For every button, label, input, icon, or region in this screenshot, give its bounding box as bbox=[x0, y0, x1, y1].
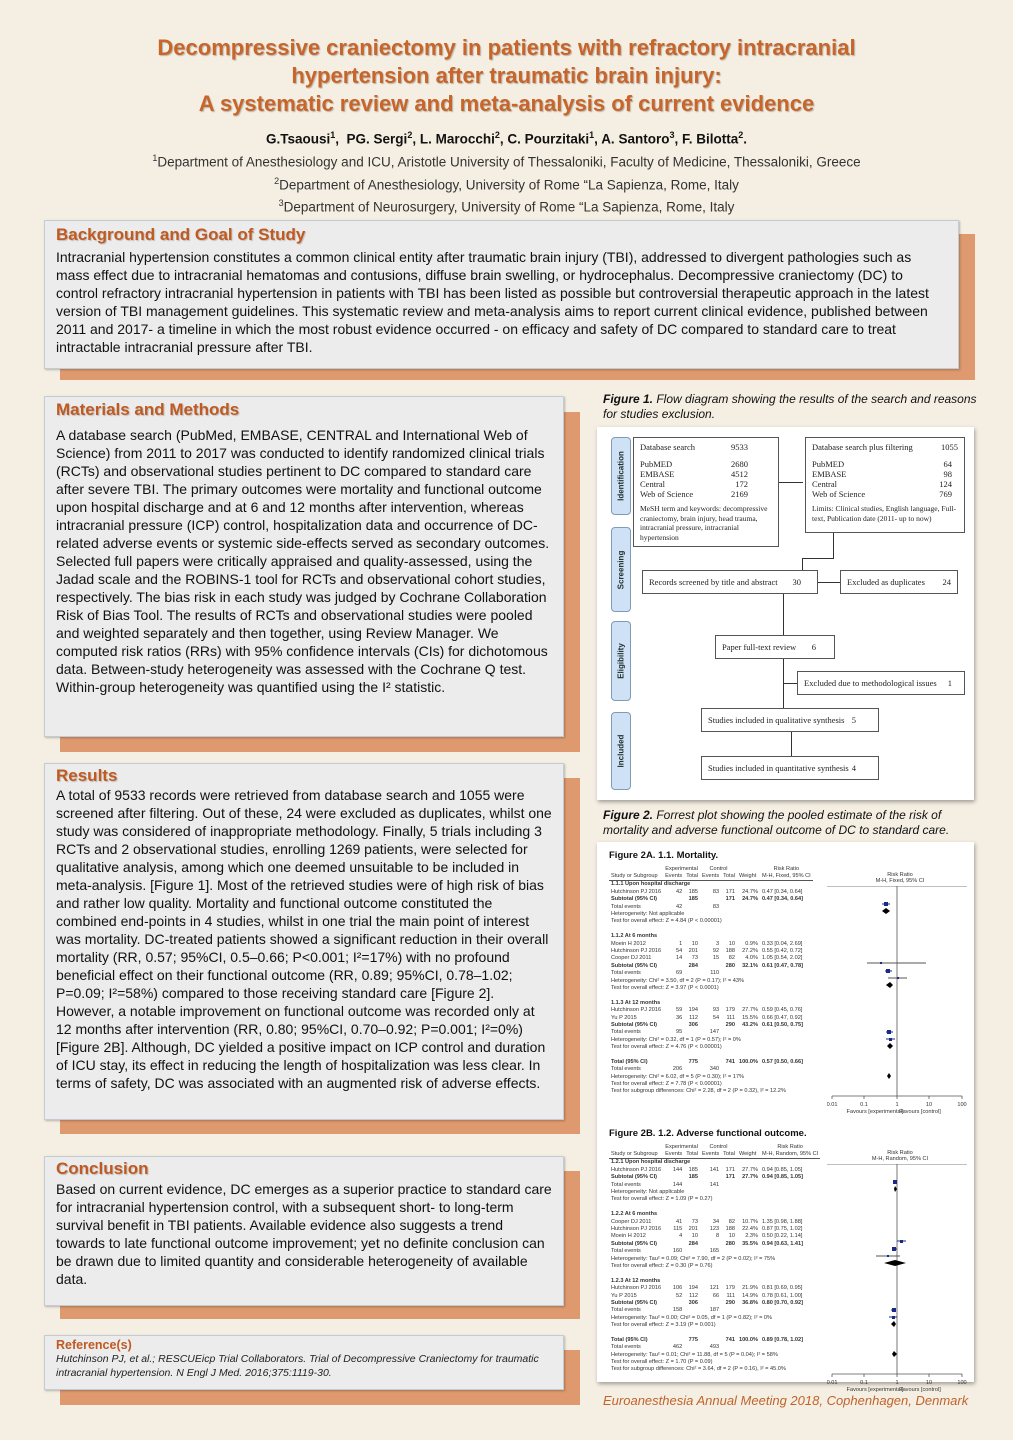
results-section bbox=[44, 763, 564, 1120]
section-body: A total of 9533 records were retrieved from database search and 1055 were screened after filtering. Out of these, 24 were excluded as duplicates, whilst one study was considered of inappropriate methodology. Finally, 5 trials including 3 RCTs and 2 observational studies, enrolling 1269 patients, were selected for qualitative analysis, among which one deemed unsuitable to be included in meta-analysis. [Figure 1]. Most of the retrieved studies were of high risk of bias and rather low quality. Mortality and functional outcome constituted the combined end-points in 4 studies, whilst in one trial the main point of interest was mortality. DC-treated patients showed a significant reduction in their overall mortality (RR, 0.57; 95%CI, 0.5–0.66; P<0.001; I²=17%) with no profound beneficial effect on their functional outcome (RR, 0.89; 95%CI, 0.78–1.02; P=0.09; I²=58%) compared to those receiving standard care [Figure 2]. However, a notable improvement on functional outcome was recorded only at 12 months after intervention (RR, 0.80; 95%CI, 0.70–0.92; P=0.001; I²=0%) [Figure 2B]. Although, DC yielded a positive impact on ICP control and duration of ICU stay, its effect in reducing the length of hospitalization was less clear. In terms of safety, DC was associated with an augmented risk of adverse effects. bbox=[56, 787, 552, 1091]
author: L. Marocchi bbox=[419, 131, 495, 147]
flow-diagram bbox=[597, 427, 974, 800]
author: PG. Sergi bbox=[346, 131, 408, 147]
affiliation: $^2$Department of Anesthesiology, University of Rome “La Sapienza, Rome, Italy bbox=[274, 175, 739, 192]
section-body: Based on current evidence, DC emerges as a superior practice to standard care for intracranial hypertension control, with a subsequent short- to long-term survival benefit in TBI patients. Available evidence also suggests a trend towards to late functional outcome improvement; yet no definite conclusion can be drawn due to limited quantity and considerable heterogeneity of available data. bbox=[56, 1181, 552, 1287]
stage-included: Included bbox=[611, 712, 631, 790]
svg-text:0.1: 0.1 bbox=[860, 1102, 868, 1108]
conference-footer: Euroanesthesia Annual Meeting 2018, Cophenhagen, Denmark bbox=[603, 1393, 969, 1408]
table-row: Cooper DJ 2011 14 73 15 82 4.0% 1.05 [0.54, 2.02] bbox=[611, 955, 803, 962]
affiliation: $^1$Department of Anesthesiology and ICU, Aristotle University of Thessaloniki, Faculty of Medicine, Thessaloniki, Greece bbox=[152, 153, 861, 170]
forest-table: Experimental Control Risk Ratio Study or Subgroup Events Total Events Total Weight M-H, Random, 95% CI 1.2.1 Upon hospital discharge Hutchinson PJ 2016 144 185 141 171 27.7% 0.94 [0.85, 1.05] Subtotal (95% CI) 185 171 27.7% 0.94 [0.85, 1.05] Total events 144 141 Heterogeneity: Not applicable Test for overall effect: Z = 1.09 (P = 0.27) 1.2.2 At 6 months Cooper DJ 2011 41 73 34 82 10.7% 1.35 [0.98, 1.88] Hutchinson PJ 2016 115 201 123 188 22.4% 0.87 [0.75, 1.02] Moein H 2012 4 10 8 10 2.3% 0.50 [0.22, 1.14] Subtotal (95% CI) 284 280 35.5% 0.94 [0.63, 1.41] Total events 160 165 Heterogeneity: Tau² = 0.09; Chi² = 7.90, df = 2 (P = 0.02); I² = 75% Test for overall effect: Z = 0.30 (P = 0.76) 1.2.3 At 12 months Hutchinson PJ 2016 106 194 121 179 21.9% 0.81 [0.69, 0.95] Yu P 2015 52 112 66 111 14.9% 0.78 [0.61, 1.00] Subtotal (95% CI) 306 290 36.8% 0.80 [0.70, 0.92] Total events 158 187 Heterogeneity: Tau² = 0.00; Chi² = 0.05, df = 1 (P = 0.82); I² = 0% Test for overall effect: Z = 3.19 (P = 0.001) Total (95% CI) 775 741 100.0% 0.89 [0.78, 1.02] Total events 462 493 Heterogeneity: Tau² = 0.01; Chi² = 11.88, df = 5 (P = 0.04); I² = 58% Test for overall effect: Z = 1.70 (P = 0.09) Test for subgroup differences: Chi² = 3.64, df = 2 (P = 0.16), I² = 45.0% bbox=[611, 1143, 819, 1373]
stage-identification: Identification bbox=[611, 437, 631, 515]
section-body: Intracranial hypertension constitutes a common clinical entity after traumatic brain injury (TBI), addressed to divergent pathologies such as mass effect due to intracranial hematomas and contusions, diffuse brain swelling, or hydrocephalus. Decompressive craniectomy (DC) to control refractory intracranial hypertension in patients with TBI has been listed as possible but controversial therapeutic approach in the latest version of TBI management guidelines. This systematic review and meta-analysis aims to report current clinical evidence, published between 2011 and 2017- a timeline in which the most robust evidence occurred - on efficacy and safety of DC compared to standard care to treat intractable intracranial pressure after TBI. bbox=[56, 249, 929, 355]
svg-text:1: 1 bbox=[895, 1380, 899, 1386]
svg-text:100: 100 bbox=[957, 1102, 967, 1108]
references-section bbox=[44, 1335, 564, 1390]
svg-text:Favours [experimental]: Favours [experimental] bbox=[846, 1109, 904, 1115]
svg-text:0.01: 0.01 bbox=[827, 1102, 838, 1108]
svg-text:0.1: 0.1 bbox=[860, 1380, 868, 1386]
author: G.Tsaousi bbox=[265, 131, 331, 147]
section-heading: Materials and Methods bbox=[56, 400, 240, 419]
forest-plot-functional-outcome: Figure 2B. 1.2. Adverse functional outcome. Experimental Control Risk Ratio Study or Subgroup Events Total Events Total Weight M-H, Random, 95% CI 1.2.1 Upon hospital discharge Hutchinson PJ 2016 144 185 141 171 27.7% 0.94 [0.85, 1.05] Subtotal (95% CI) 185 171 27.7% 0.94 [0.85, 1.05] Total events 144 141 Heterogeneity: Not applicable Test for overall effect: Z = 1.09 (P = 0.27) 1.2.2 At 6 months Cooper DJ 2011 41 73 34 82 10.7% 1.35 [0.98, 1.88] Hutchinson PJ 2016 115 201 123 188 22.4% 0.87 [0.75, 1.02] Moein H 2012 4 10 8 10 2.3% 0.50 [0.22, 1.14] Subtotal (95% CI) 284 280 35.5% 0.94 [0.63, 1.41] Total events 160 165 Heterogeneity: Tau² = 0.09; Chi² = 7.90, df = 2 (P = 0.02); I² = 75% Test for overall effect: Z = 0.30 (P = 0.76) 1.2.3 At 12 months Hutchinson PJ 2016 106 194 121 179 21.9% 0.81 [0.69, 0.95] Yu P 2015 52 112 66 111 14.9% 0.78 [0.61, 1.00] Subtotal (95% CI) 306 290 36.8% 0.80 [0.70, 0.92] Total events 158 187 Heterogeneity: Tau² = 0.00; Chi² = 0.05, df = 1 (P = 0.82); I² = 0% Test for overall effect: Z = 3.19 (P = 0.001) Total (95% CI) 775 741 100.0% 0.89 [0.78, 1.02] Total events 462 493 Heterogeneity: Tau² = 0.01; Chi² = 11.88, df = 5 (P = 0.04); I² = 58% Test for overall effect: Z = 1.70 (P = 0.09) Test for subgroup differences: Chi² = 3.64, df = 2 (P = 0.16), I² = 45.0% Risk Ratio M-H, Random, 95% CI 0.01 0.1 1 10 100 Favours [experimental] Favours [control] bbox=[609, 1128, 969, 1373]
svg-text:Favours [experimental]: Favours [experimental] bbox=[846, 1387, 904, 1393]
section-heading: Reference(s) bbox=[56, 1338, 132, 1352]
filtered-search-box: Database search plus filtering 1055 PubMED 64 EMBASE 98 Central 124 Web of Science 769 Limits: Clinical studies, English language, Full-text, Publication date (2011- up to now) bbox=[805, 437, 965, 533]
affiliations bbox=[0, 149, 1013, 217]
forest-plot-mortality: Figure 2A. 1.1. Mortality. Experimental Control Risk Ratio Study or Subgroup Events Total Events Total Weight M-H, Fixed, 95% CI 1.1.1 Upon hospital discharge Hutchinson PJ 2016 42 185 83 171 24.7% 0.47 [0.34, 0.64] Subtotal (95% CI) 185 171 24.7% 0.47 [0.34, 0.64] Total events 42 83 Heterogeneity: Not applicable Test for overall effect: Z = 4.84 (P < 0.00001) 1.1.2 At 6 months Moein H 2012 1 10 3 10 0.9% 0.33 [0.04, 2.69] Hutchinson PJ 2016 54 201 92 188 27.2% 0.55 [0.42, 0.72] Cooper DJ 2011 14 73 15 82 4.0% 1.05 [0.54, 2.02] Subtotal (95% CI) 284 280 32.1% 0.61 [0.47, 0.78] Total events 69 110 Heterogeneity: Chi² = 3.50, df = 2 (P = 0.17); I² = 43% Test for overall effect: Z = 3.97 (P < 0.0001) 1.1.3 At 12 months Hutchinson PJ 2016 59 194 93 179 27.7% 0.59 [0.45, 0.76] Yu P 2015 36 112 54 111 15.5% 0.66 [0.47, 0.92] Subtotal (95% CI) 306 290 43.2% 0.61 [0.50, 0.75] Total events 95 147 Heterogeneity: Chi² = 0.32, df = 1 (P = 0.57); I² = 0% Test for overall effect: Z = 4.76 (P < 0.00001) Total (95% CI) 775 741 100.0% 0.57 [0.50, 0.66] Total events 206 340 Heterogeneity: Chi² = 6.02, df = 5 (P = 0.30); I² = 17% Test for overall effect: Z = 7.78 (P < 0.00001) Test for subgroup differences: Chi² = 2.28, df = 2 (P = 0.32), I² = 12.2% Risk Ratio M-H, Fixed, 95% CI 0.01 0.1 1 10 100 Favours [experimental] Favours [control] bbox=[609, 850, 969, 1095]
stage-screening: Screening bbox=[611, 527, 631, 612]
table-row: Hutchinson PJ 2016 144 185 141 171 27.7% 0.94 [0.85, 1.05] bbox=[611, 1166, 803, 1173]
table-row: Yu P 2015 52 112 66 111 14.9% 0.78 [0.61, 1.00] bbox=[611, 1292, 803, 1299]
qualitative-box: Studies included in qualitative synthesis 5 bbox=[701, 708, 879, 732]
svg-text:1: 1 bbox=[895, 1102, 899, 1108]
section-heading: Conclusion bbox=[56, 1159, 149, 1178]
author-list: G.Tsaousi$^1$, PG. Sergi$^2$, L. Marocchi$^2$, C. Pourzitaki$^1$, A. Santoro$^3$, F. Bilotta$^2$. bbox=[265, 130, 748, 147]
table-row: Cooper DJ 2011 41 73 34 82 10.7% 1.35 [0.98, 1.88] bbox=[611, 1218, 803, 1225]
svg-text:Favours [control]: Favours [control] bbox=[899, 1387, 941, 1393]
svg-text:Favours [control]: Favours [control] bbox=[899, 1109, 941, 1115]
title-line-1: Decompressive craniectomy in patients with refractory intracranial bbox=[157, 35, 856, 60]
table-row: Yu P 2015 36 112 54 111 15.5% 0.66 [0.47, 0.92] bbox=[611, 1014, 803, 1021]
table-row: Hutchinson PJ 2016 42 185 83 171 24.7% 0.47 [0.34, 0.64] bbox=[611, 888, 803, 895]
table-row: Hutchinson PJ 2016 106 194 121 179 21.9% 0.81 [0.69, 0.95] bbox=[611, 1285, 803, 1292]
forest-plot-graph bbox=[827, 1164, 967, 1394]
excluded-methodology-box: Excluded due to methodological issues 1 bbox=[797, 671, 965, 695]
title-line-2: hypertension after traumatic brain injury: bbox=[291, 63, 722, 88]
author: F. Bilotta bbox=[681, 131, 739, 147]
duplicates-box: Excluded as duplicates 24 bbox=[840, 570, 958, 594]
affiliation: $^3$Department of Neurosurgery, University of Rome “La Sapienza, Rome, Italy bbox=[278, 198, 735, 215]
title-line-3: A systematic review and meta-analysis of current evidence bbox=[198, 91, 815, 116]
database-search-box: Database search 9533 PubMED 2680 EMBASE 4512 Central 172 Web of Science 2169 MeSH term and keywords: decompressive craniectomy, brain injury, head trauma, intracranial pressure, intracranial hypertension bbox=[633, 437, 779, 547]
section-heading: Background and Goal of Study bbox=[56, 225, 306, 244]
section-body: A database search (PubMed, EMBASE, CENTRAL and International Web of Science) from 2011 to 2017 was conducted to identify randomized clinical trials (RCTs) and observational studies pertinent to DC compared to standard care after severe TBI. The primary outcomes were mortality and functional outcome upon hospital discharge and at 6 and 12 months after intervention, whereas intracranial pressure (ICP) control, hospitalization data and occurrence of DC-related adverse events or systemic side-effects served as secondary outcomes. Selected full papers were critically appraised and quality-assessed, using the Jadad scale and the ROBINS-1 tool for RCTs and observational cohort studies, respectively. The bias risk in each study was judged by Cochrane Collaboration Risk of Bias Tool. The results of RCTs and observational studies were pooled and weighted separately and then together, using Review Manager. We computed risk ratios (RRs) with 95% confidence intervals (CIs) for dichotomous data. Between-study heterogeneity was assessed with the Cochrane Q test. Within-group heterogeneity was quantified using the I² statistic. bbox=[56, 427, 550, 695]
table-row: Hutchinson PJ 2016 54 201 92 188 27.2% 0.55 [0.42, 0.72] bbox=[611, 947, 803, 954]
table-row: Moein H 2012 4 10 8 10 2.3% 0.50 [0.22, 1.14] bbox=[611, 1233, 803, 1240]
chart-title: Figure 2B. 1.2. Adverse functional outcome. bbox=[609, 1128, 807, 1139]
background-section bbox=[44, 220, 959, 369]
forest-plot-panel bbox=[597, 842, 974, 1393]
svg-text:100: 100 bbox=[957, 1380, 967, 1386]
forest-plot-graph bbox=[827, 886, 967, 1116]
stage-eligibility: Eligibility bbox=[611, 621, 631, 701]
table-row: Hutchinson PJ 2016 115 201 123 188 22.4% 0.87 [0.75, 1.02] bbox=[611, 1225, 803, 1232]
svg-text:10: 10 bbox=[925, 1380, 933, 1386]
section-heading: Results bbox=[56, 766, 118, 785]
conclusion-section bbox=[44, 1156, 564, 1306]
forest-table: Experimental Control Risk Ratio Study or Subgroup Events Total Events Total Weight M-H, Fixed, 95% CI 1.1.1 Upon hospital discharge Hutchinson PJ 2016 42 185 83 171 24.7% 0.47 [0.34, 0.64] Subtotal (95% CI) 185 171 24.7% 0.47 [0.34, 0.64] Total events 42 83 Heterogeneity: Not applicable Test for overall effect: Z = 4.84 (P < 0.00001) 1.1.2 At 6 months Moein H 2012 1 10 3 10 0.9% 0.33 [0.04, 2.69] Hutchinson PJ 2016 54 201 92 188 27.2% 0.55 [0.42, 0.72] Cooper DJ 2011 14 73 15 82 4.0% 1.05 [0.54, 2.02] Subtotal (95% CI) 284 280 32.1% 0.61 [0.47, 0.78] Total events 69 110 Heterogeneity: Chi² = 3.50, df = 2 (P = 0.17); I² = 43% Test for overall effect: Z = 3.97 (P < 0.0001) 1.1.3 At 12 months Hutchinson PJ 2016 59 194 93 179 27.7% 0.59 [0.45, 0.76] Yu P 2015 36 112 54 111 15.5% 0.66 [0.47, 0.92] Subtotal (95% CI) 306 290 43.2% 0.61 [0.50, 0.75] Total events 95 147 Heterogeneity: Chi² = 0.32, df = 1 (P = 0.57); I² = 0% Test for overall effect: Z = 4.76 (P < 0.00001) Total (95% CI) 775 741 100.0% 0.57 [0.50, 0.66] Total events 206 340 Heterogeneity: Chi² = 6.02, df = 5 (P = 0.30); I² = 17% Test for overall effect: Z = 7.78 (P < 0.00001) Test for subgroup differences: Chi² = 2.28, df = 2 (P = 0.32), I² = 12.2% bbox=[611, 865, 811, 1095]
svg-text:10: 10 bbox=[925, 1102, 933, 1108]
chart-title: Figure 2A. 1.1. Mortality. bbox=[609, 850, 719, 861]
svg-text:0.01: 0.01 bbox=[827, 1380, 838, 1386]
author: C. Pourzitaki bbox=[507, 131, 590, 147]
fulltext-box: Paper full-text review 6 bbox=[715, 635, 835, 659]
methods-section bbox=[44, 396, 564, 737]
reference-item: Hutchinson PJ, et al.; RESCUEicp Trial Collaborators. Trial of Decompressive Craniectomy for traumatic intracranial hypertension. N Engl J Med. 2016;375:1119-30. bbox=[56, 1353, 539, 1379]
screened-box: Records screened by title and abstract 30 bbox=[642, 570, 818, 594]
table-row: Moein H 2012 1 10 3 10 0.9% 0.33 [0.04, 2.69] bbox=[611, 940, 803, 947]
quantitative-box: Studies included in quantitative synthesis 4 bbox=[701, 756, 879, 780]
poster-title bbox=[0, 34, 1013, 118]
table-row: Hutchinson PJ 2016 59 194 93 179 27.7% 0.59 [0.45, 0.76] bbox=[611, 1007, 803, 1014]
arrow bbox=[779, 482, 803, 483]
figure-2-caption: Figure 2. Forrest plot showing the pooled estimate of the risk of mortality and adverse functional outcome of DC to standard care. bbox=[603, 808, 950, 837]
figure-1-caption: Figure 1. Flow diagram showing the results of the search and reasons for studies exclusion. bbox=[603, 392, 977, 421]
author: A. Santoro bbox=[601, 131, 670, 147]
